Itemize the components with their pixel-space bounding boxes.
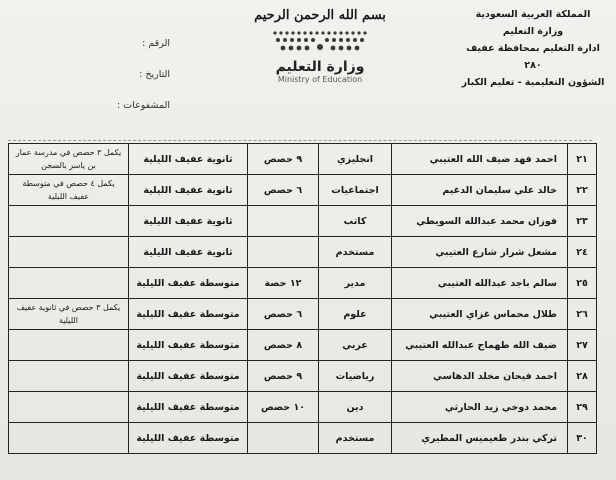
table-row <box>9 144 597 175</box>
subject-cell: مستخدم <box>319 237 392 268</box>
periods-cell <box>248 237 319 268</box>
reference-number-label: الرقم : <box>142 38 170 49</box>
periods-cell <box>248 206 319 237</box>
subject-cell: دين <box>319 392 392 423</box>
school-cell: متوسطة عفيف الليلية <box>129 330 248 361</box>
note-cell <box>9 392 129 423</box>
employee-name: ضيف الله طهماج عبدالله العتيبي <box>392 330 568 361</box>
periods-cell: ١٢ حصة <box>248 268 319 299</box>
header-line-code: ٢٨٠ <box>524 60 542 71</box>
header-line-department: ادارة التعليم بمحافظة عفيف <box>466 43 600 54</box>
table-row <box>9 299 597 330</box>
note-cell <box>9 423 129 454</box>
row-number: ٢٨ <box>568 361 597 392</box>
ministry-name-arabic: وزارة التعليم <box>275 59 365 75</box>
table-row <box>9 175 597 206</box>
row-number: ٢٤ <box>568 237 597 268</box>
note-cell <box>9 268 129 299</box>
note-cell: يكمل ٤ حصص في متوسطة عفيف الليلية <box>9 175 129 206</box>
row-number: ٢٣ <box>568 206 597 237</box>
row-number: ٢٩ <box>568 392 597 423</box>
note-cell: يكمل ٣ حصص في مدرسة عمار بن ياسر بالسجن <box>9 144 129 175</box>
header-institution <box>458 6 608 91</box>
table-row <box>9 330 597 361</box>
school-cell: ثانوية عفيف الليلية <box>129 206 248 237</box>
ministry-logo-icon <box>265 27 375 57</box>
ministry-name-english: Ministry of Education <box>277 75 363 84</box>
row-number: ٢٧ <box>568 330 597 361</box>
table-row <box>9 206 597 237</box>
periods-cell: ١٠ حصص <box>248 392 319 423</box>
row-number: ٣٠ <box>568 423 597 454</box>
header-logo-block <box>240 8 400 84</box>
school-cell: متوسطة عفيف الليلية <box>129 268 248 299</box>
table-row <box>9 423 597 454</box>
school-cell: ثانوية عفيف الليلية <box>129 144 248 175</box>
subject-cell: علوم <box>319 299 392 330</box>
header-reference-fields <box>80 28 170 121</box>
school-cell: متوسطة عفيف الليلية <box>129 423 248 454</box>
header-line-section: الشؤون التعليمية - تعليم الكبار <box>461 77 605 88</box>
employee-name: فوزان محمد عبدالله السويطي <box>392 206 568 237</box>
table-row <box>9 392 597 423</box>
basmala: بسم الله الرحمن الرحيم <box>254 8 386 23</box>
header-divider <box>8 140 592 141</box>
note-cell <box>9 361 129 392</box>
school-cell: متوسطة عفيف الليلية <box>129 361 248 392</box>
employee-name: احمد فيحان مخلد الدهاسي <box>392 361 568 392</box>
row-number: ٢٥ <box>568 268 597 299</box>
reference-attachments-label: المشفوعات : <box>117 100 170 111</box>
row-number: ٢١ <box>568 144 597 175</box>
school-cell: متوسطة عفيف الليلية <box>129 299 248 330</box>
note-cell <box>9 330 129 361</box>
periods-cell: ٨ حصص <box>248 330 319 361</box>
note-cell <box>9 237 129 268</box>
staff-table <box>8 143 597 454</box>
row-number: ٢٢ <box>568 175 597 206</box>
employee-name: احمد فهد ضيف الله العتيبي <box>392 144 568 175</box>
employee-name: مشعل شرار شارع العتيبي <box>392 237 568 268</box>
employee-name: محمد دوخي زيد الحارثي <box>392 392 568 423</box>
row-number: ٢٦ <box>568 299 597 330</box>
note-cell: يكمل ٣ حصص في ثانوية عفيف الليلية <box>9 299 129 330</box>
reference-date-label: التاريخ : <box>139 69 170 80</box>
periods-cell: ٩ حصص <box>248 144 319 175</box>
subject-cell: انجليزي <box>319 144 392 175</box>
table-row <box>9 268 597 299</box>
school-cell: ثانوية عفيف الليلية <box>129 175 248 206</box>
employee-name: خالد علي سليمان الدغيم <box>392 175 568 206</box>
header-line-ministry: وزارة التعليم <box>502 26 564 37</box>
table-row <box>9 361 597 392</box>
subject-cell: عربي <box>319 330 392 361</box>
subject-cell: مدير <box>319 268 392 299</box>
header-line-country: المملكة العربية السعودية <box>475 9 591 20</box>
school-cell: متوسطة عفيف الليلية <box>129 392 248 423</box>
employee-name: سالم باجد عبدالله العتيبي <box>392 268 568 299</box>
periods-cell <box>248 423 319 454</box>
school-cell: ثانوية عفيف الليلية <box>129 237 248 268</box>
employee-name: تركي بندر طعيميس المطيري <box>392 423 568 454</box>
periods-cell: ٦ حصص <box>248 175 319 206</box>
periods-cell: ٦ حصص <box>248 299 319 330</box>
subject-cell: مستخدم <box>319 423 392 454</box>
note-cell <box>9 206 129 237</box>
employee-name: طلال محماس غزاي العتيبي <box>392 299 568 330</box>
subject-cell: كاتب <box>319 206 392 237</box>
subject-cell: رياضيات <box>319 361 392 392</box>
subject-cell: اجتماعيات <box>319 175 392 206</box>
table-row <box>9 237 597 268</box>
periods-cell: ٩ حصص <box>248 361 319 392</box>
